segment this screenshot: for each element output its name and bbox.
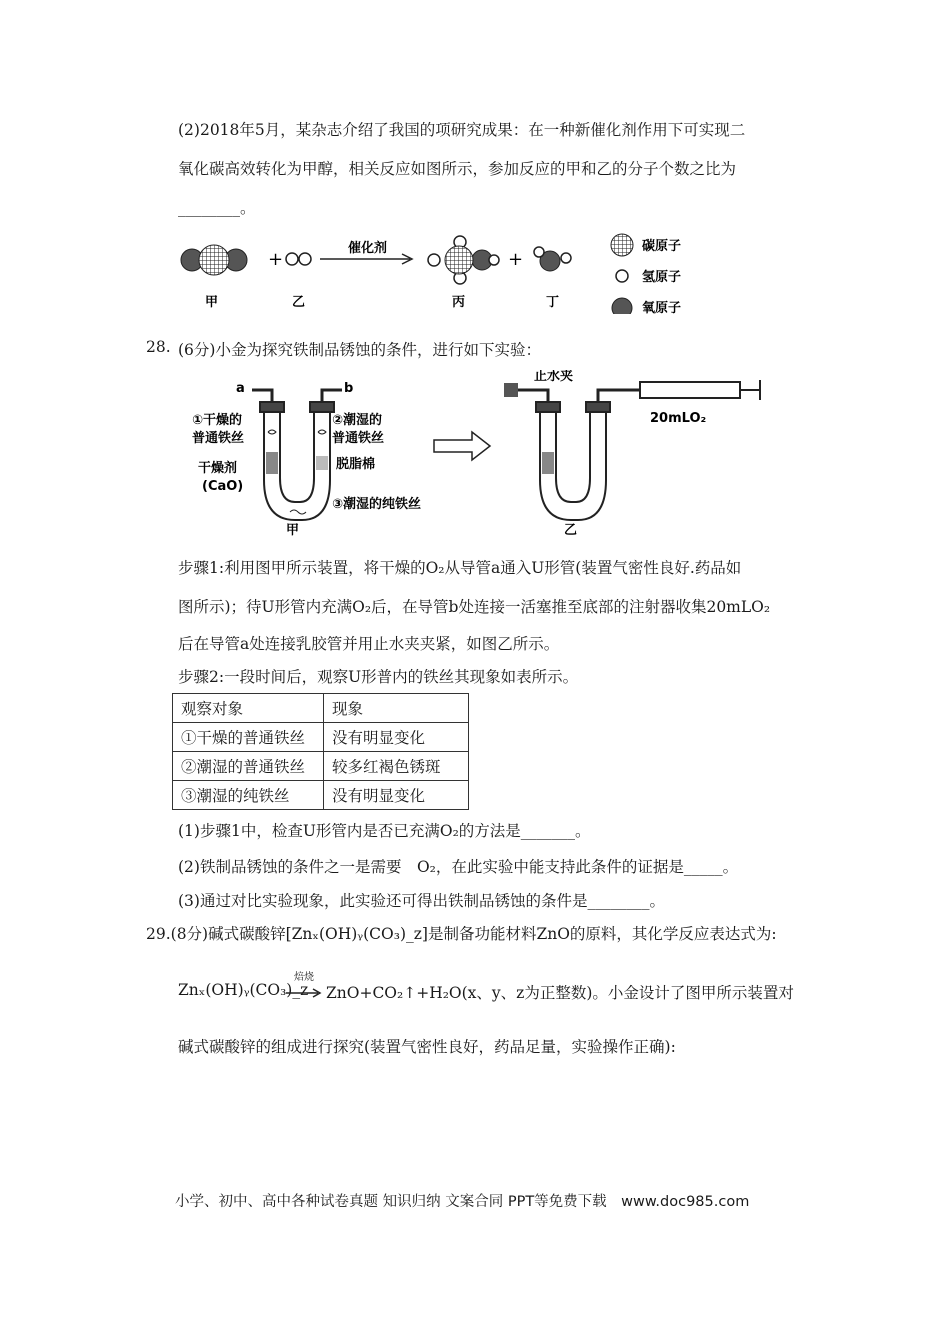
table-header-row [173, 694, 469, 723]
tube-b-label: b [344, 381, 354, 396]
label-jia: 甲 [205, 295, 219, 310]
iron-wire-3 [290, 510, 306, 514]
legend-hydrogen-symbol [616, 270, 628, 282]
table-header-object: 观察对象 [173, 694, 324, 723]
molecule-methanol [428, 236, 499, 284]
legend-carbon: 碳原子 [642, 239, 682, 254]
table-cell: ③潮湿的纯铁丝 [173, 781, 324, 810]
q28-sub1: (1)步骤1中，检查U形管内是否已充满O₂的方法是_______。 [178, 822, 591, 840]
plus-sign: + [268, 249, 284, 270]
table-cell: ②潮湿的普通铁丝 [173, 752, 324, 781]
table-cell: 没有明显变化 [324, 781, 469, 810]
molecule-h2 [286, 253, 311, 265]
desiccant-cao [266, 452, 278, 474]
label-desiccant-1: 干燥剂 [198, 461, 238, 476]
label-dry-wire-1: ①干燥的 [192, 413, 243, 428]
iron-wire-1 [268, 430, 276, 434]
desiccant-yi [542, 452, 554, 474]
page-footer: 小学、初中、高中各种试卷真题 知识归纳 文案合同 PPT等免费下载 www.doc985.com [175, 1194, 750, 1210]
label-pure-iron: ③潮湿的纯铁丝 [332, 497, 422, 512]
label-syringe-volume: 20mLO₂ [650, 411, 707, 426]
label-bing: 丙 [452, 295, 466, 310]
label-wet-wire-1: ②潮湿的 [332, 413, 383, 428]
molecule-water [534, 247, 571, 271]
q28-number: 28. [146, 338, 171, 356]
label-dry-wire-2: 普通铁丝 [192, 431, 245, 446]
apparatus-jia [252, 390, 342, 520]
rust-apparatus-diagram [180, 370, 780, 540]
label-yi: 乙 [292, 295, 306, 310]
apparatus-yi [510, 380, 760, 520]
q28-sub2: (2)铁制品锈蚀的条件之一是需要 O₂，在此实验中能支持此条件的证据是_____。 [178, 858, 739, 876]
plus-sign-2: + [508, 249, 524, 270]
reaction-diagram [170, 228, 730, 314]
legend-oxygen: 氧原子 [642, 301, 682, 314]
q28-sub3: (3)通过对比实验现象，此实验还可得出铁制品锈蚀的条件是________。 [178, 892, 665, 910]
table-row [173, 752, 469, 781]
table-cell: ①干燥的普通铁丝 [173, 723, 324, 752]
legend-carbon-symbol [611, 234, 633, 256]
iron-wire-2 [318, 430, 326, 434]
arrow-condition: 焙烧 [294, 972, 314, 983]
q27-line2: 氧化碳高效转化为甲醇，相关反应如图所示，参加反应的甲和乙的分子个数之比为 [178, 160, 737, 178]
q28-intro: (6分)小金为探究铁制品锈蚀的条件，进行如下实验： [178, 341, 541, 359]
transition-arrow [434, 432, 490, 460]
label-cotton: 脱脂棉 [336, 457, 376, 472]
label-clamp: 止水夹 [534, 370, 574, 384]
q27-answer-blank: ________。 [178, 199, 256, 217]
tube-a-label: a [236, 381, 245, 396]
table-cell: 较多红褐色锈斑 [324, 752, 469, 781]
q29-line1: 29.(8分)碱式碳酸锌[Znₓ(OH)ᵧ(CO₃)_z]是制备功能材料ZnO的原料，其化学反应表达式为: [146, 925, 777, 943]
molecule-co2 [181, 245, 247, 275]
q27-line1: (2)2018年5月，某杂志介绍了我国的项研究成果：在一种新催化剂作用下可实现二 [178, 121, 746, 139]
label-ding: 丁 [546, 295, 560, 310]
water-clamp [504, 383, 518, 397]
q29-formula-right: ZnO+CO₂↑+H₂O(x、y、z为正整数)。小金设计了图甲所示装置对 [326, 984, 794, 1002]
legend-hydrogen: 氢原子 [642, 270, 682, 285]
q29-formula-left: Znₓ(OH)ᵧ(CO₃)_z [178, 981, 309, 999]
q29-line3: 碱式碳酸锌的组成进行探究(装置气密性良好，药品足量，实验操作正确): [178, 1038, 676, 1056]
label-desiccant-2: (CaO) [202, 479, 244, 494]
label-wet-wire-2: 普通铁丝 [332, 431, 385, 446]
legend-oxygen-symbol [612, 298, 632, 314]
catalyst-label: 催化剂 [348, 241, 388, 256]
q28-step1-line3: 后在导管a处连接乳胶管并用止水夹夹紧，如图乙所示。 [178, 635, 560, 653]
table-row [173, 781, 469, 810]
q28-step2: 步骤2:一段时间后，观察U形普内的铁丝其现象如表所示。 [178, 668, 579, 686]
arrow-icon [286, 988, 322, 998]
q28-step1-line2: 图所示)；待U形管内充满O₂后，在导管b处连接一活塞推至底部的注射器收集20mLO₂ [178, 598, 771, 616]
table-cell: 没有明显变化 [324, 723, 469, 752]
table-header-phenomenon: 现象 [324, 694, 469, 723]
q29-reaction-arrow [286, 968, 322, 1002]
table-row [173, 723, 469, 752]
caption-jia: 甲 [286, 523, 300, 538]
caption-yi: 乙 [564, 523, 578, 538]
cotton-wool [316, 456, 328, 470]
observation-table [172, 693, 469, 810]
q28-step1-line1: 步骤1:利用图甲所示装置，将干燥的O₂从导管a通入U形管(装置气密性良好.药品如 [178, 559, 742, 577]
